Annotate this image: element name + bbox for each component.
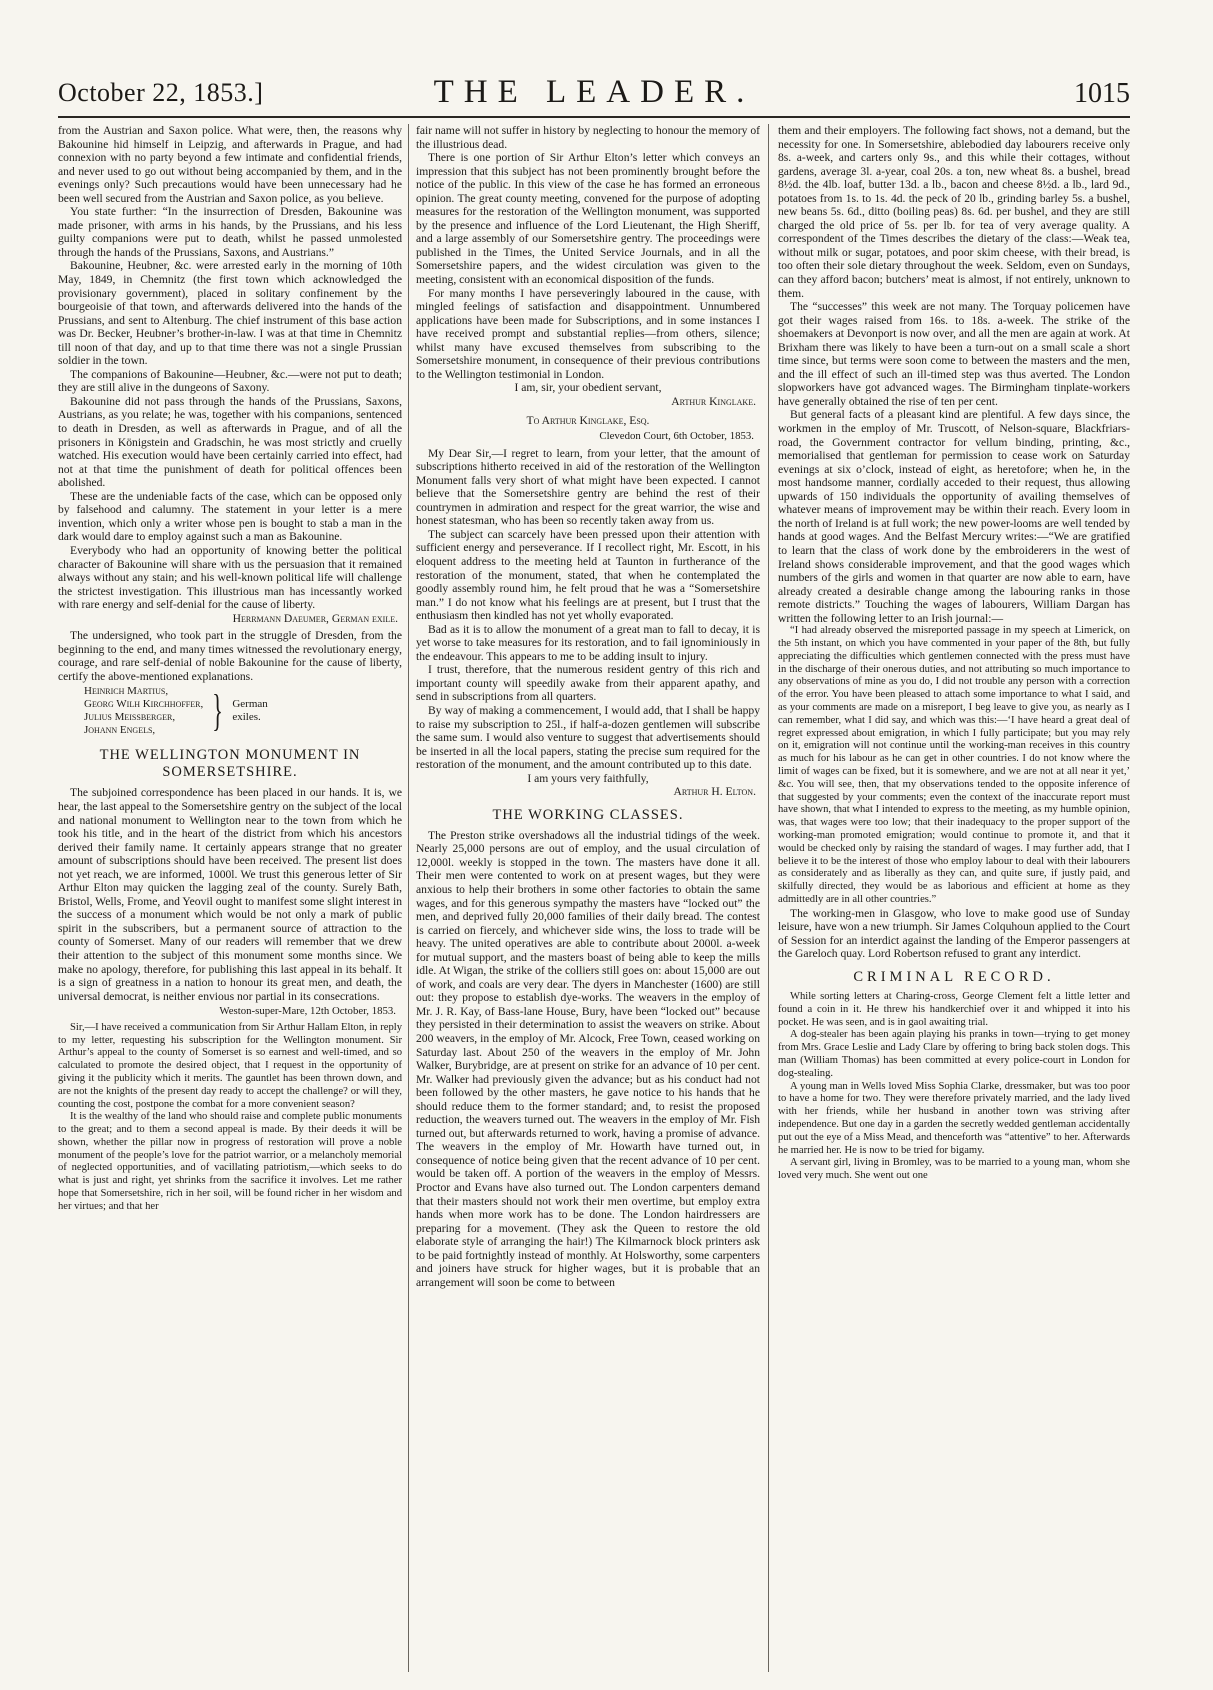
column-2 — [416, 124, 760, 1672]
quoted-letter: “I had already observed the misreported passage in my speech at Limerick, on the 5th instant, on which you have commented in your paper of the 8th, but fully appreciating the difficulties which gentlemen connected with the press must have in the discharge of their onerous duties, and not attributing so much importance to any observations of mine as you do, I did not trouble any person with a correction of the error. You have been pleased to attach some importance to what I said, and as your comments are made on a misreport, I beg leave to give you, as nearly as I can remember, what I did say, and which was this:—‘I have heard a great deal of regret expressed about emigration, in which I fully participate; but you may rely on it, emigration will not continue until the working-man receives in this country as much for his labour as he can get in other countries. I do not know where the limit of wages can be fixed, but it is somewhere, and we are not at all near it yet,’ &c. You will see, then, that my observations tended to the opposite inference of that suggested by your comments; even the context of the inaccurate report must have shown, that what I intended to express to the meeting, as my humble opinion, was, that wages were too low; that their inadequacy to the proper support of the working-man promoted emigration; would continue to promote it, and that it would be checked only by raising the standard of wages. I may further add, that I believe it to be the interest of those who employ labour to deal with their labourers as considerately and as liberally as they can, and quite sure, if justly paid, and skilfully directed, they would be as laborious and efficient at home as they admittedly are in all other countries.” — [778, 625, 1130, 905]
signatory-label-line: German — [232, 698, 268, 711]
paragraph: The subject can scarcely have been pressed upon their attention with sufficient energy and perseverance. If I recollect right, Mr. Escott, in his eloquent address to the meeting held at Taunton in furtherance of the restoration of the monument, stated, that when he contemplated the goodly assembly round him, he felt proud that he was a “Somersetshire man.” I do not know what his feelings are at present, but I trust that the enthusiasm then kindled has not yet wholly evaporated. — [416, 527, 760, 623]
paragraph: These are the undeniable facts of the case, which can be opposed only by falsehood and calumny. The statement in your letter is a mere invention, which only a writer whose pen is bought to stab a man in the dark would dare to employ against such a man as Bakounine. — [58, 489, 402, 544]
signature: Herrmann Daeumer, German exile. — [232, 611, 398, 625]
paragraph: The companions of Bakounine—Heubner, &c.—were not put to death; they are still alive in the dungeons of Saxony. — [58, 367, 402, 395]
paragraph: For many months I have perseveringly laboured in the cause, with mingled feelings of satisfaction and disappointment. Unnumbered applications have been made for Subscriptions, and in some instances I have received prompt and substantial replies—from others, silence; whilst many have excused themselves from subscribing to the Somersetshire monument, in consequence of their previous contributions to the Wellington testimonial in London. — [416, 286, 760, 381]
paragraph: Sir,—I have received a communication from Sir Arthur Hallam Elton, in reply to my letter, requesting his subscription for the Wellington monument. Sir Arthur’s appeal to the county of Somerset is so earnest and well-timed, and so calculated to promote the desired object, that I request in the opportunity of giving it the publicity which it merits. The gauntlet has been thrown down, and are not the knights of the present day ready to accept the challenge? or will they, counting the cost, postpone the combat for a more convenient season? — [58, 1021, 402, 1110]
paragraph: Bakounine, Heubner, &c. were arrested early in the morning of 10th May, 1849, in Chemnitz (the first town which acknowledged the provisionary government), placed in solitary confinement by the bourgeoisie of that town, and afterwards delivered into the hands of the Prussians, and sent to Altenburg. The chief instrument of this base action was Dr. Becker, Heubner’s brother-in-law. I was at that time in Chemnitz till noon of that day, and up to that time there was not a single Prussian soldier in the town. — [58, 259, 402, 368]
paragraph: I trust, therefore, that the numerous resident gentry of this rich and important county will speedily awake from their apparent apathy, and send in subscriptions from all quarters. — [416, 663, 760, 704]
letter-closing: I am yours very faithfully, — [527, 771, 649, 785]
paragraph: A servant girl, living in Bromley, was to be married to a young man, whom she loved very much. She went out one — [778, 1157, 1130, 1182]
signatory-name: Johann Engels, — [84, 724, 156, 737]
signatory-label — [232, 698, 267, 724]
paragraph: My Dear Sir,—I regret to learn, from your letter, that the amount of subscriptions hitherto received in aid of the restoration of the Wellington Monument falls very short of what might have been expected. I cannot believe that the Somersetshire gentry are behind the rest of their countrymen in admiration and respect for the great warrior, the wise and honest statesman, who has been so recently taken away from us. — [416, 446, 760, 528]
issue-date: October 22, 1853.] — [58, 78, 264, 107]
paragraph: The “successes” this week are not many. The Torquay policemen have got their wages raised from 16s. to 18s. a-week. The strike of the shoemakers at Devonport is now over, and all the men are again at work. At Brixham there was likely to have been a turn-out on a small scale a short time since, but terms were soon come to between the masters and the men, and the ill effect of such an ill-timed step was thus averted. The London slopworkers have got advanced wages. The Birmingham tinplate-workers have generally obtained the rise of ten per cent. — [778, 300, 1130, 408]
dateline: Weston-super-Mare, 12th October, 1853. — [219, 1005, 396, 1018]
paragraph: By way of making a commencement, I would add, that I shall be happy to raise my subscription to 25l., if half-a-dozen gentlemen will subscribe the same sum. I would also venture to suggest that advertisements should be inserted in all the local papers, stating the precise sum required for the restoration of the monument, and the amount contributed up to this date. — [416, 703, 760, 772]
paragraph: It is the wealthy of the land who should raise and complete public monuments to the great; and to them a second appeal is made. By their deeds it will be shown, whether the pillar now in progress of restoration will prove a noble monument of the people’s love for the patriot warrior, or a melancholy memorial of neglected opportunities, and of vacillating patriotism,—which seeks to do what is just and right, yet shrinks from the sacrifice it involves. Let me rather hope that Somersetshire, rich in her soil, will be found richer in her wisdom and her virtues; and that her — [58, 1111, 402, 1212]
paragraph: fair name will not suffer in history by neglecting to honour the memory of the illustrious dead. — [416, 124, 760, 151]
column-divider — [408, 124, 409, 1672]
masthead-rule — [58, 116, 1130, 118]
letter-address: To Arthur Kinglake, Esq. — [526, 414, 650, 428]
column-divider — [768, 124, 769, 1672]
column-1 — [58, 124, 402, 1672]
paragraph: There is one portion of Sir Arthur Elton’s letter which conveys an impression that this subject has not been prominently brought before the notice of the public. In this view of the case he has formed an erroneous opinion. The great county meeting, convened for the purpose of adopting measures for the restoration of the Wellington monument, was supported by the presence and influence of the Lord Lieutenant, the High Sheriff, and a large assembly of our Somersetshire gentry. The proceedings were published in the Times, the United Service Journals, and in all the Somersetshire papers, and the widest circulation was given to the meeting, consistent with an economical disposition of the funds. — [416, 151, 760, 287]
paragraph: Bad as it is to allow the monument of a great man to fall to decay, it is yet worse to take measures for its restoration, and to fail ignominiously in the endeavour. This appears to me to be adding insult to injury. — [416, 622, 760, 663]
signatory-name: Georg Wilh Kirchhoffer, — [84, 698, 204, 711]
signatory-name: Heinrich Martius, — [84, 685, 169, 698]
dateline: Clevedon Court, 6th October, 1853. — [599, 430, 754, 443]
paragraph: Everybody who had an opportunity of knowing better the political character of Bakounine will share with us the persuasion that it remained always without any stain; and his well-known political life will challenge the strictest investigation. This illustrious man has incessantly worked with rare energy and self-denial for the cause of liberty. — [58, 543, 402, 612]
section-title: THE WORKING CLASSES. — [492, 806, 684, 823]
letter-closing: I am, sir, your obedient servant, — [514, 381, 662, 395]
masthead — [58, 72, 1130, 112]
column-3 — [778, 124, 1130, 1672]
paragraph: You state further: “In the insurrection of Dresden, Bakounine was made prisoner, with arms in his hands, by the Prussians, and his less guilty companions were put to death, whilst he passed unmolested through the hands of the Prussians, Saxons, and Austrians.” — [58, 205, 402, 259]
paragraph: While sorting letters at Charing-cross, George Clement felt a little letter and found a coin in it. He threw his handkerchief over it and whipped it into his pocket. He was seen, and is in gaol awaiting trial. — [778, 990, 1130, 1028]
paragraph: them and their employers. The following fact shows, not a demand, but the necessity for one. In Somersetshire, ablebodied day labourers receive only 8s. a-week, and carters only 9s., and this while their cottages, without gardens, average 3l. a-year, coal 20s. a ton, new wheat 8s. a bushel, bread 8½d. the 4lb. loaf, butter 13d. a lb., bacon and cheese 8½d. a lb., lard 9d., potatoes from 1s. to 1s. 4d. the peck of 20 lb., grinding barley 5s. a bushel, new beans 5s. 6d., ditto (boiling peas) 8s. 6d. per bushel, and they are still charged the old price of 5s. per lb. for tea of very average quality. A correspondent of the Times describes the dietary of the class:—Weak tea, without milk or sugar, potatoes, and poor skim cheese, with their bread, is too often their sole dietary throughout the week. Seldom, even on Sundays, can they afford bacon; butchers’ meat is almost, if not entirely, unknown to them. — [778, 124, 1130, 300]
paragraph: But general facts of a pleasant kind are plentiful. A few days since, the workmen in the employ of Mr. Truscott, of Nelson-square, Blackfriars-road, the Government contractor for vellum binding, printing, &c., memorialised that gentleman for permission to cease work on Saturday evenings at six o’clock, instead of eight, as heretofore; when he, in the most handsome manner, cordially acceded to their request, thus allowing upwards of 150 individuals the opportunity of availing themselves of whatever means of improvement may be within their reach. Every loom in the north of Ireland is at full work; the new power-looms are well tended by hands at good wages. And the Belfast Mercury writes:—“We are gratified to learn that the class of work done by the embroiderers in the west of Ireland shows considerable improvement, and that the good wages which numbers of the girls and women in that quarter are now able to earn, have already created a desirable change among the labouring ranks in those remote districts.” Touching the wages of labourers, William Dargan has written the following letter to an Irish journal:— — [778, 408, 1130, 625]
signature: Arthur Kinglake. — [671, 394, 756, 408]
signature: Arthur H. Elton. — [673, 785, 756, 799]
paragraph: A dog-stealer has been again playing his pranks in town—trying to get money from Mrs. Grace Leslie and Lady Clare by offering to bring back stolen dogs. This man (William Thomas) has been committed at every police-court in London for dog-stealing. — [778, 1029, 1130, 1079]
section-title: THE WELLINGTON MONUMENT IN SOMERSETSHIRE. — [99, 747, 361, 781]
paragraph: from the Austrian and Saxon police. What were, then, the reasons why Bakounine hid himself in Leipzig, and afterwards in Prague, and had connexion with no party beyond a few intimate and confidential friends, and never used to go out without being accompanied by them, and in the evenings only? Such precautions would have been unnecessary had he been well secured from the Austrian and Saxon police, as you believe. — [58, 124, 402, 205]
paragraph: The Preston strike overshadows all the industrial tidings of the week. Nearly 25,000 persons are out of employ, and the usual circulation of 12,000l. weekly is stopped in the town. The masters have done it all. Their men were contented to work on at present wages, but they were anxious to help their brothers in some other factories to obtain the same wages, and for this generous sympathy the masters have “locked out” the men, and deprived fully 20,000 families of their daily bread. The contest is carried on fiercely, and whichever side wins, the loss to trade will be heavy. The united operatives are able to contribute about 2000l. a-week for mutual support, and the masters boast of being able to keep the mills idle. At Wigan, the strike of the colliers still goes on: about 15,000 are out of work, and coals are very dear. The dyers in Manchester (1600) are still out: they propose to establish dye-works. The weavers in the employ of Mr. J. R. Kay, of Bass-lane House, Bury, have been “locked out” because they persisted in their determination to assist the weavers on strike. About 200 weavers, in the employ of Mr. Alcock, Free Town, ceased working on Saturday last. About 250 of the weavers in the employ of Mr. John Walker, Burybridge, are at present on strike for an advance of 10 per cent. Mr. Walker had previously given the advance; but as his conduct had not been followed by the other masters, he gave notice to his hands that he should reduce them to the former standard; and, to resist the proposed reduction, the weavers turned out. The weavers in the employ of Mr. Fish turned out, but afterwards returned to work, having a promise of advance. The weavers in the employ of Mr. Howarth have turned out, in consequence of notice being given that the recent advance of 10 per cent. would be taken off. A portion of the weavers in the employ of Messrs. Proctor and Evans have also turned out. The London carpenters demand that their masters should not work their men overtime, but employ extra hands when more work has to be done. The London hairdressers are preparing for a movement. (They ask the Queen to restore the old elaborate style of arranging the hair!) The Kilmarnock block printers ask to be paid fortnightly instead of monthly. At Holsworthy, some carpenters and joiners have struck for higher wages, but it is probable that an arrangement will soon be come to between — [416, 828, 760, 1289]
newspaper-title: THE LEADER. — [433, 74, 755, 110]
section-title: CRIMINAL RECORD. — [853, 968, 1055, 985]
page-number: 1015 — [1074, 78, 1130, 109]
paragraph: The subjoined correspondence has been placed in our hands. It is, we hear, the last appeal to the Somersetshire gentry on the subject of the local and national monument to Wellington near to the town from which he took his title, and in the heart of the district from which his ancestors derived their family name. It certainly appears strange that no greater amount of subscriptions should have been received. The present list does not yet reach, we are informed, 1000l. We trust this generous letter of Sir Arthur Elton may quicken the lagging zeal of the county. Surely Bath, Bristol, Wells, Frome, and Yeovil ought to manifest some slight interest in the success of a monument which would be not only a mark of public spirit in the subscribers, but a permanent source of attraction to the county of Somerset. Many of our readers will remember that we drew their attention to the subject of this monument some months since. We make no apology, therefore, for publishing this last appeal in its behalf. It is a sign of greatness in a nation to honour its great men, and death, the universal democrat, is neither envious nor partial in its consecrations. — [58, 786, 402, 1003]
signatory-label-line: exiles. — [232, 711, 261, 724]
paragraph: The working-men in Glasgow, who love to make good use of Sunday leisure, have won a new triumph. Sir James Colquhoun applied to the Court of Session for an interdict against the landing of the Emperor passengers at the Gareloch quay. Lord Robertson refused to grant any interdict. — [778, 906, 1130, 961]
signatories-block — [84, 685, 402, 737]
paragraph: A young man in Wells loved Miss Sophia Clarke, dressmaker, but was too poor to have a home for two. They were therefore privately married, and the lady lived with her friends, while her husband in another town was striving after independence. But one day in a garden the secretly wedded gentleman accidentally put out the eye of a Miss Mead, and thenceforth was “attentive” to her. Afterwards he married her. He is now to be tried for bigamy. — [778, 1080, 1130, 1156]
signatory-name: Julius Meissberger, — [84, 711, 176, 724]
paragraph: Bakounine did not pass through the hands of the Prussians, Saxons, Austrians, as you relate; he was, together with his companions, sentenced to death in Dresden, as well as afterwards in Prague, and of all the prisoners in Königstein and Gradschin, he was most strictly and cruelly watched. His execution would have been certainly carried into effect, had not at that time the punishment of death for political offences been abolished. — [58, 394, 402, 490]
paragraph: The undersigned, who took part in the struggle of Dresden, from the beginning to the end, and many times witnessed the revolutionary energy, courage, and rare self-denial of noble Bakounine for the cause of liberty, certify the above-mentioned explanations. — [58, 629, 402, 683]
signatory-names — [84, 685, 203, 737]
brace-glyph: } — [212, 686, 224, 736]
